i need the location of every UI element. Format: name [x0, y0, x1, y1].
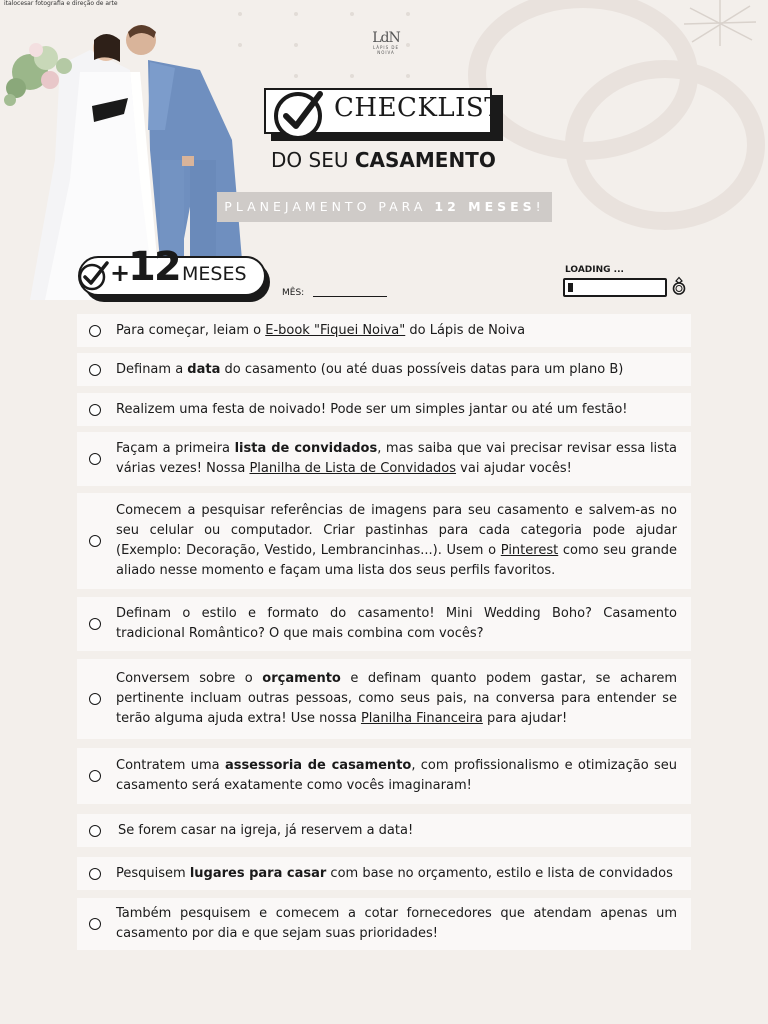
- bold-text: orçamento: [262, 671, 341, 686]
- text-run: do Lápis de Noiva: [405, 322, 526, 338]
- checkbox-circle[interactable]: [89, 453, 101, 465]
- checklist-item-text: [116, 360, 623, 380]
- badge-number: 12: [128, 244, 180, 290]
- text-run: como seu grande aliado nesse momento e façam uma lista dos seus perfils favoritos.: [116, 543, 678, 578]
- text-run: Se forem casar na igreja, já reservem a data!: [118, 822, 414, 838]
- checklist-item-text: [116, 604, 677, 644]
- month-label: MÊS:: [282, 288, 305, 298]
- checkbox-circle[interactable]: [89, 825, 101, 837]
- text-run: Realizem uma festa de noivado! Pode ser um simples jantar ou até um festão!: [116, 401, 628, 417]
- planning-prefix: PLANEJAMENTO PARA: [224, 199, 427, 214]
- text-run: para ajudar!: [482, 711, 568, 726]
- checklist-item[interactable]: [77, 493, 691, 589]
- checklist-item[interactable]: [77, 597, 691, 651]
- text-run: do casamento (ou até duas possíveis datas para um plano B): [220, 361, 624, 377]
- checklist-item-text: [116, 400, 628, 420]
- title-line2-bold: CASAMENTO: [354, 148, 496, 172]
- decorative-dot: [294, 43, 298, 47]
- loading-label: LOADING ...: [565, 265, 624, 275]
- link-text[interactable]: E-book "Fiquei Noiva": [265, 322, 406, 338]
- decorative-dot: [406, 43, 410, 47]
- logo-subtitle: LÁPIS DE NOIVA: [372, 45, 400, 55]
- text-run: Também pesquisem e comecem a cotar fornecedores que atendam apenas um casamento por dia e que sejam suas prioridades!: [116, 906, 677, 941]
- text-run: e definam quanto podem gastar, se acharem pertinente incluam outras pessoas, como seus pais, na conversa para entender se terão alguma ajuda extra! Use nossa: [116, 671, 677, 726]
- checklist-item[interactable]: [77, 393, 691, 426]
- checkbox-circle[interactable]: [89, 364, 101, 376]
- check-circle-icon: [272, 88, 326, 142]
- logo-mark: LdN: [372, 30, 400, 46]
- checkbox-circle[interactable]: [89, 325, 101, 337]
- text-run: Conversem sobre o: [116, 671, 263, 686]
- checklist-item-text: [116, 501, 677, 581]
- checklist-item-text: [116, 756, 677, 796]
- text-run: Para começar, leiam o: [116, 322, 266, 338]
- checklist-item[interactable]: [77, 659, 691, 739]
- checkbox-circle[interactable]: [89, 770, 101, 782]
- text-run: vai ajudar vocês!: [456, 461, 572, 476]
- checkbox-circle[interactable]: [89, 918, 101, 930]
- link-text[interactable]: Pinterest: [500, 543, 559, 558]
- title-checklist: CHECKLIST: [334, 93, 503, 123]
- bold-text: assessoria de casamento: [224, 758, 412, 773]
- checklist-item-text: [116, 439, 677, 479]
- text-run: Pesquisem: [116, 865, 190, 881]
- bold-text: data: [187, 361, 221, 377]
- text-run: Definam o estilo e formato do casamento! Mini Wedding Boho? Casamento tradicional Romântico? O que mais combina com vocês?: [116, 606, 677, 641]
- decorative-dot: [294, 12, 298, 16]
- text-run: Contratem uma: [116, 758, 225, 773]
- decorative-dot: [350, 74, 354, 78]
- checklist-item[interactable]: [77, 353, 691, 386]
- text-run: Comecem a pesquisar referências de imagens para seu casamento e salvem-as no seu celular ou computador. Criar pastinhas para cada categoria pode ajudar (Exemplo: Decoração, Vestido, Lembrancinhas...). Usem o: [116, 503, 677, 558]
- planning-banner: [217, 192, 552, 222]
- checkbox-circle[interactable]: [89, 535, 101, 547]
- text-run: Façam a primeira: [116, 441, 235, 456]
- sparkle-decoration: [680, 0, 760, 50]
- decorative-dot: [294, 74, 298, 78]
- checkbox-circle[interactable]: [89, 404, 101, 416]
- checklist-item[interactable]: [77, 857, 691, 890]
- checklist-item[interactable]: [77, 898, 691, 950]
- checklist-item[interactable]: [77, 432, 691, 486]
- decorative-dot: [406, 12, 410, 16]
- text-run: , mas saiba que vai precisar revisar essa lista várias vezes! Nossa: [116, 441, 678, 476]
- decorative-dot: [406, 74, 410, 78]
- link-text[interactable]: Planilha de Lista de Convidados: [249, 461, 457, 476]
- text-run: com base no orçamento, estilo e lista de convidados: [326, 865, 673, 881]
- brand-logo: [366, 30, 406, 55]
- checklist-item-text: [116, 669, 677, 729]
- bold-text: lugares para casar: [189, 865, 327, 881]
- title-line2-regular: DO SEU: [271, 148, 349, 172]
- month-input-line[interactable]: [313, 296, 387, 297]
- loading-bar: [563, 278, 667, 297]
- text-run: Definam a: [116, 361, 188, 377]
- loading-bar-fill: [568, 283, 573, 292]
- ring-icon: [670, 276, 688, 296]
- checklist-item[interactable]: [77, 814, 691, 847]
- checkbox-circle[interactable]: [89, 868, 101, 880]
- planning-months: 12 MESES: [434, 199, 536, 214]
- checkbox-circle[interactable]: [89, 618, 101, 630]
- title-subtitle: [271, 148, 496, 172]
- badge-word: MESES: [182, 263, 247, 285]
- check-circle-icon: [77, 259, 111, 293]
- checklist-item-text: [116, 864, 673, 884]
- checklist-item-text: [116, 321, 525, 341]
- bold-text: lista de convidados: [234, 441, 378, 456]
- photo-credit: italocesar fotografia e direção de arte: [4, 0, 118, 7]
- checkbox-circle[interactable]: [89, 693, 101, 705]
- planning-suffix: !: [535, 199, 545, 214]
- checklist-item[interactable]: [77, 314, 691, 347]
- link-text[interactable]: Planilha Financeira: [360, 711, 483, 726]
- decorative-dot: [350, 12, 354, 16]
- badge-plus: +: [110, 259, 131, 287]
- checklist-item-text: [116, 904, 677, 944]
- checklist-item-text: [118, 821, 413, 841]
- text-run: , com profissionalismo e otimização seu casamento será exatamente como vocês imaginaram!: [116, 758, 677, 793]
- decorative-ring: [565, 60, 765, 230]
- checklist-item[interactable]: [77, 748, 691, 804]
